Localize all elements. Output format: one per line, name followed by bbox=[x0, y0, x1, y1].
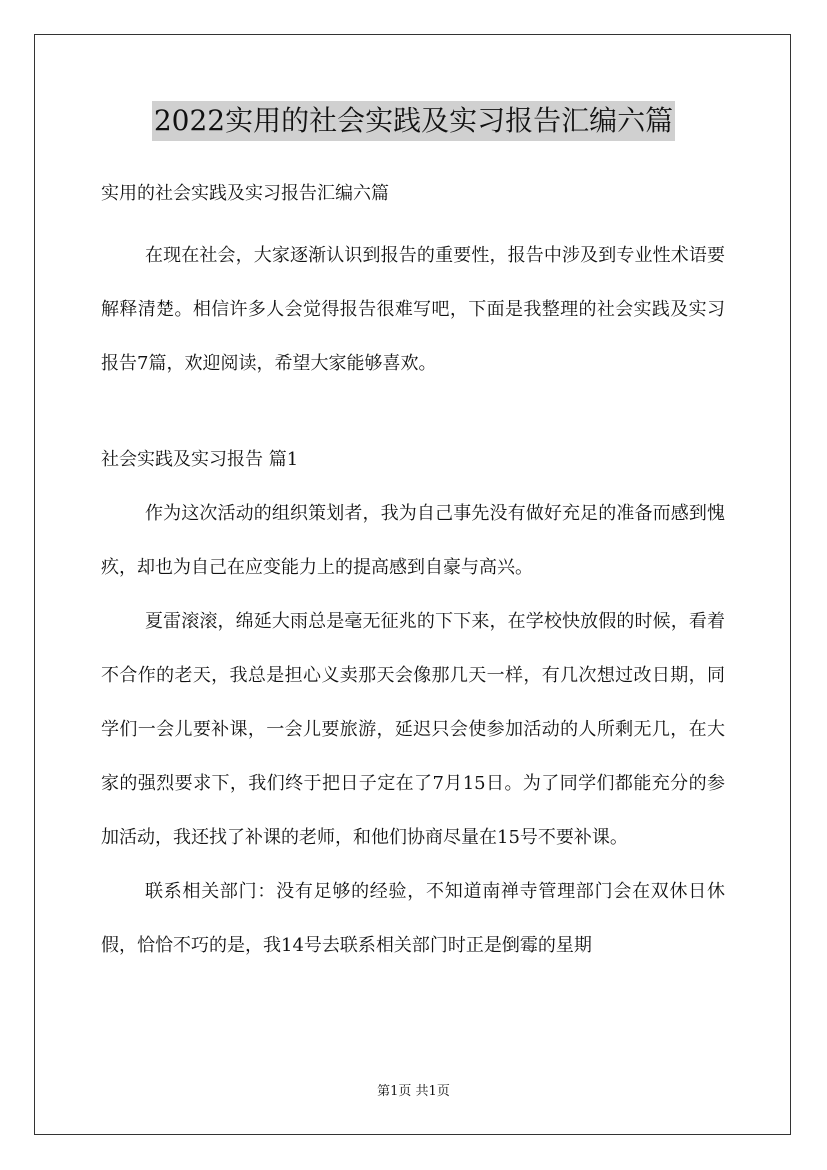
section-heading: 社会实践及实习报告 篇1 bbox=[101, 449, 299, 470]
document-title bbox=[0, 100, 827, 141]
intro-paragraph: 在现在社会，大家逐渐认识到报告的重要性，报告中涉及到专业性术语要解释清楚。相信许多人会觉得报告很难写吧，下面是我整理的社会实践及实习报告7篇，欢迎阅读，希望大家能够喜欢。 bbox=[101, 245, 725, 374]
body-paragraph: 夏雷滚滚，绵延大雨总是毫无征兆的下下来，在学校快放假的时候，看着不合作的老天，我总是担心义卖那天会像那几天一样，有几次想过改日期，同学们一会儿要补课，一会儿要旅游，延迟只会使参加活动的人所剩无几，在大家的强烈要求下，我们终于把日子定在了7月15日。为了同学们都能充分的参加活动，我还找了补课的老师，和他们协商尽量在15号不要补课。 bbox=[101, 611, 725, 848]
page-footer: 第1页 共1页 bbox=[377, 1084, 450, 1099]
body-paragraph: 联系相关部门：没有足够的经验，不知道南禅寺管理部门会在双休日休假，恰恰不巧的是，我14号去联系相关部门时正是倒霉的星期 bbox=[101, 881, 725, 956]
document-title-text: 2022实用的社会实践及实习报告汇编六篇 bbox=[152, 101, 675, 141]
document-subtitle: 实用的社会实践及实习报告汇编六篇 bbox=[101, 183, 389, 204]
document-body bbox=[101, 175, 725, 973]
body-paragraph: 作为这次活动的组织策划者，我为自己事先没有做好充足的准备而感到愧疚，却也为自己在应变能力上的提高感到自豪与高兴。 bbox=[101, 503, 725, 578]
